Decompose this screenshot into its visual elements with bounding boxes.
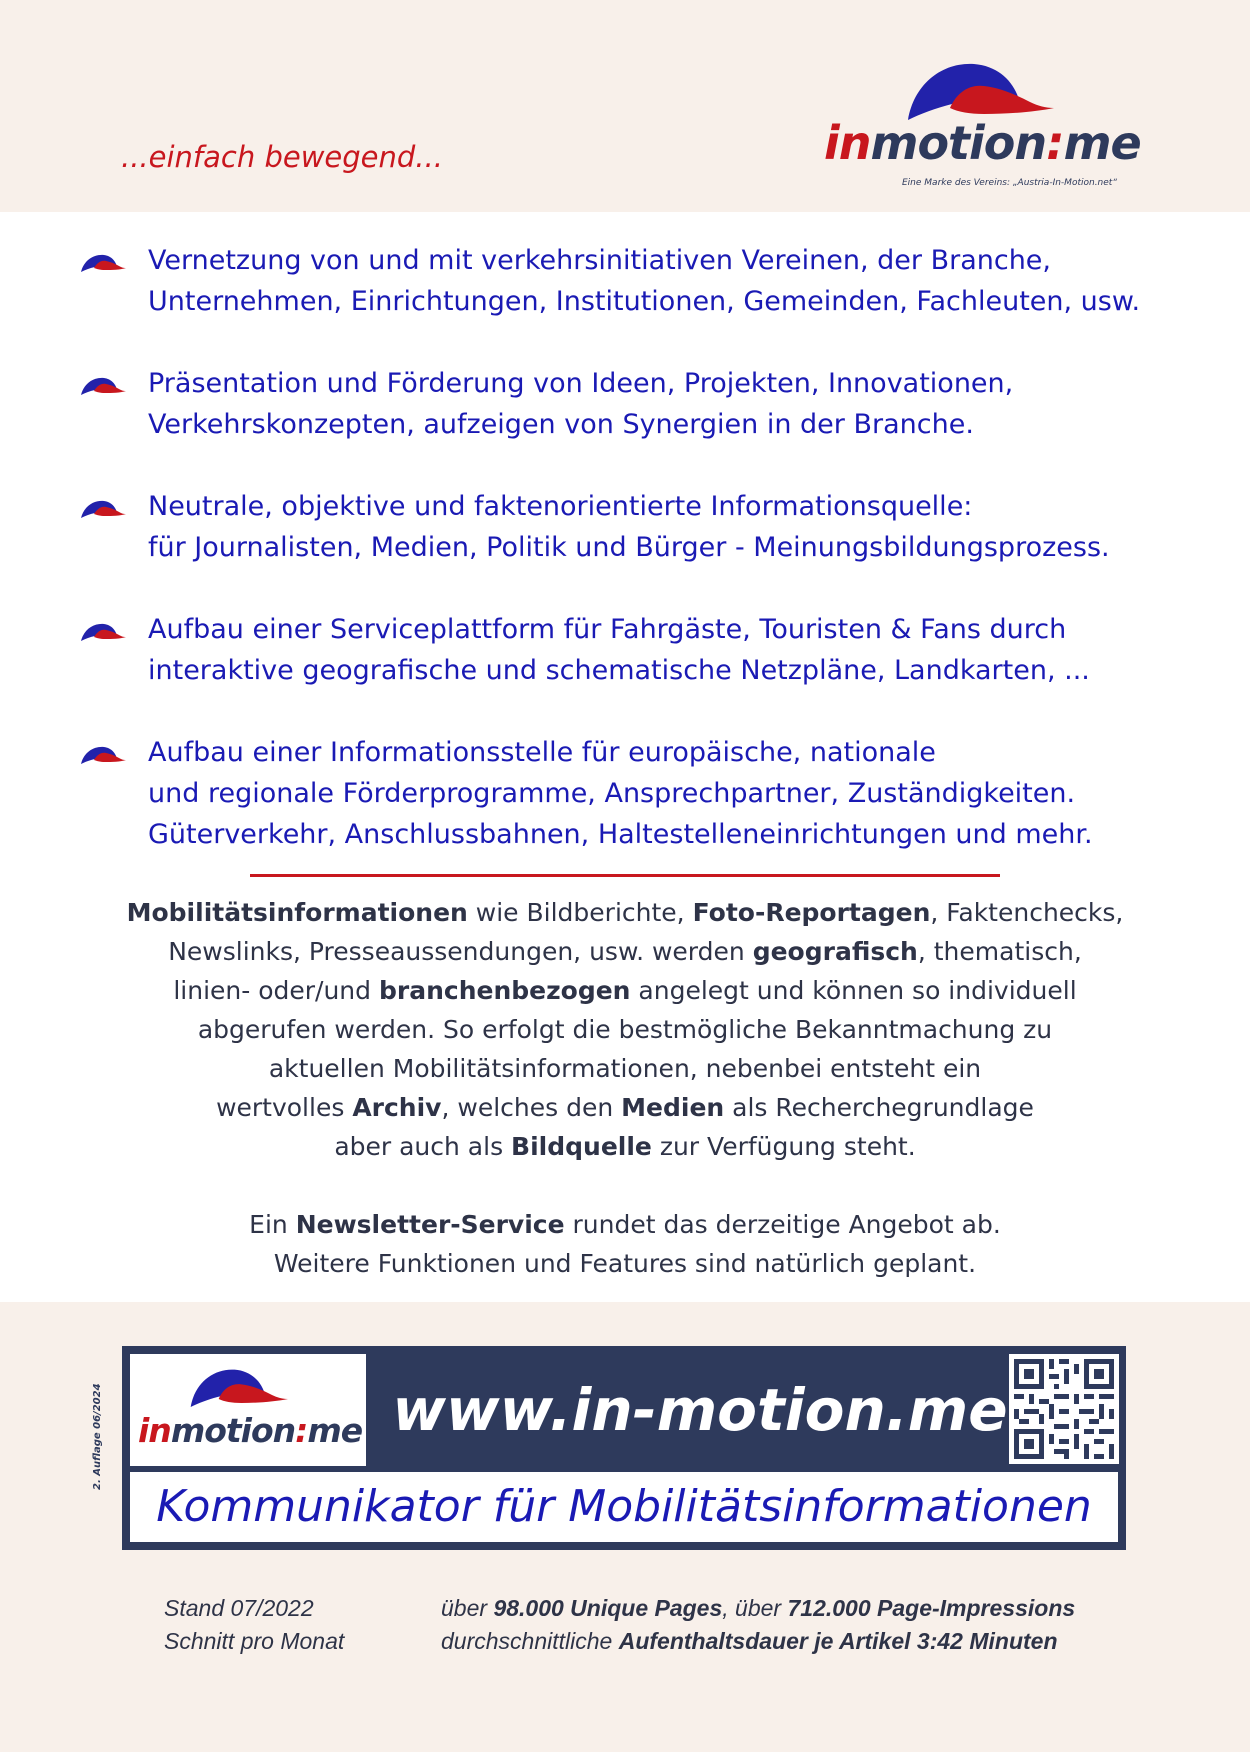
qr-code-icon[interactable] [1009,1354,1119,1464]
text-span: , welches den [441,1093,622,1122]
bullet-text [148,609,1198,691]
paragraph-line [80,1088,1170,1127]
bullet-text [148,240,1198,322]
bullet-line: für Journalisten, Medien, Politik und Bürger - Meinungsbildungsprozess. [148,532,1110,563]
logo-wordmark [138,1411,362,1450]
logo-wordmark [824,116,1141,170]
bold-term: geografisch [752,937,918,966]
paragraph-line [80,893,1170,932]
text-span: linien- oder/und [173,976,379,1005]
text-span: rundet das derzeitige Angebot ab. [564,1210,1001,1239]
slogan-text: Kommunikator für Mobilitätsinformationen [156,1481,1092,1532]
text-span: angelegt und können so individuell [630,976,1077,1005]
edition-note: 2. Auflage 06/2024 [92,1383,103,1490]
bold-term: Mobilitätsinformationen [126,898,468,927]
paragraph-line: aktuellen Mobilitätsinformationen, nebenbei entsteht ein [268,1054,982,1083]
tagline: ...einfach bewegend... [121,140,443,174]
stats-line [441,1592,1075,1625]
promo-banner [122,1346,1126,1550]
bullet-line: und regionale Förderprogramme, Ansprechpartner, Zuständigkeiten. [148,778,1076,809]
bold-term: Aufenthaltsdauer je Artikel 3:42 Minuten [618,1628,1058,1654]
swoosh-icon [80,252,126,274]
swoosh-icon [80,744,126,766]
text-span: über [441,1595,494,1621]
bullet-list [78,240,1198,896]
text-span: als Recherchegrundlage [724,1093,1034,1122]
text-span: aber auch als [334,1132,512,1161]
text-span: Newslinks, Presseaussendungen, usw. werden [168,937,753,966]
logo-subline: Eine Marke des Vereins: „Austria-In-Motion.net“ [902,178,1117,188]
logo-word-me: me [1063,116,1141,170]
banner-logo [130,1354,366,1466]
text-span: durchschnittliche [441,1628,619,1654]
description-paragraph [80,893,1170,1283]
bullet-text [148,486,1198,568]
logo-word-dot: : [295,1411,308,1450]
logo-word-motion: motion [870,116,1047,170]
qr-code-graphic [1009,1354,1119,1464]
logo-word-dot: : [1046,116,1064,170]
website-url[interactable]: www.in-motion.me [392,1376,1008,1444]
bullet-line: Güterverkehr, Anschlussbahnen, Haltestelleneinrichtungen und mehr. [148,819,1093,850]
text-span: , über [722,1595,788,1621]
text-span: , thematisch, [917,937,1082,966]
bullet-line: Unternehmen, Einrichtungen, Institutionen, Gemeinden, Fachleuten, usw. [148,286,1141,317]
logo-word-motion: motion [170,1411,296,1450]
stats-line [441,1625,1075,1658]
swoosh-icon [80,621,126,643]
bold-term: Foto-Reportagen [692,898,931,927]
bullet-item [78,240,1198,322]
paragraph-line: Weitere Funktionen und Features sind natürlich geplant. [273,1249,977,1278]
bold-term: 712.000 Page-Impressions [787,1595,1076,1621]
logo-word-in: in [138,1411,171,1450]
text-span: wertvolles [216,1093,353,1122]
paragraph-line [80,932,1170,971]
paragraph-line: abgerufen werden. So erfolgt die bestmögliche Bekanntmachung zu [197,1015,1053,1044]
bullet-text [148,363,1198,445]
bold-term: 98.000 Unique Pages [493,1595,723,1621]
text-span: zur Verfügung steht. [651,1132,916,1161]
bullet-line: Verkehrskonzepten, aufzeigen von Synergien in der Branche. [148,409,974,440]
stats-date: Stand 07/2022 [164,1595,314,1621]
bullet-item [78,363,1198,445]
stats-period: Schnitt pro Monat [164,1628,345,1654]
bold-term: Bildquelle [511,1132,652,1161]
swoosh-icon [80,498,126,520]
bullet-line: Vernetzung von und mit verkehrsinitiativen Vereinen, der Branche, [148,245,1051,276]
bold-term: Archiv [352,1093,442,1122]
logo-swoosh-icon [188,1364,288,1414]
red-divider [250,874,1000,877]
logo-word-in: in [824,116,871,170]
bold-term: Newsletter-Service [295,1210,565,1239]
bullet-line: interaktive geografische und schematische Netzpläne, Landkarten, ... [148,655,1090,686]
bullet-item [78,609,1198,691]
bold-term: Medien [621,1093,725,1122]
paragraph-gap [80,1166,1170,1205]
bullet-line: Aufbau einer Informationsstelle für europäische, nationale [148,737,936,768]
bullet-item [78,732,1198,855]
text-span: Ein [249,1210,296,1239]
brand-logo [822,58,1141,200]
bullet-text [148,732,1198,855]
paragraph-line [80,1205,1170,1244]
swoosh-icon [80,375,126,397]
stats-right [441,1592,1075,1658]
logo-word-me: me [307,1411,363,1450]
bullet-line: Neutrale, objektive und faktenorientierte Informationsquelle: [148,491,973,522]
paragraph-line [80,971,1170,1010]
stats-left [164,1592,344,1658]
text-span: , Faktenchecks, [930,898,1124,927]
bullet-line: Aufbau einer Serviceplattform für Fahrgäste, Touristen & Fans durch [148,614,1067,645]
paragraph-line [80,1127,1170,1166]
bold-term: branchenbezogen [378,976,631,1005]
text-span: wie Bildberichte, [467,898,693,927]
bullet-item [78,486,1198,568]
slogan-box [130,1472,1118,1542]
bullet-line: Präsentation und Förderung von Ideen, Projekten, Innovationen, [148,368,1014,399]
